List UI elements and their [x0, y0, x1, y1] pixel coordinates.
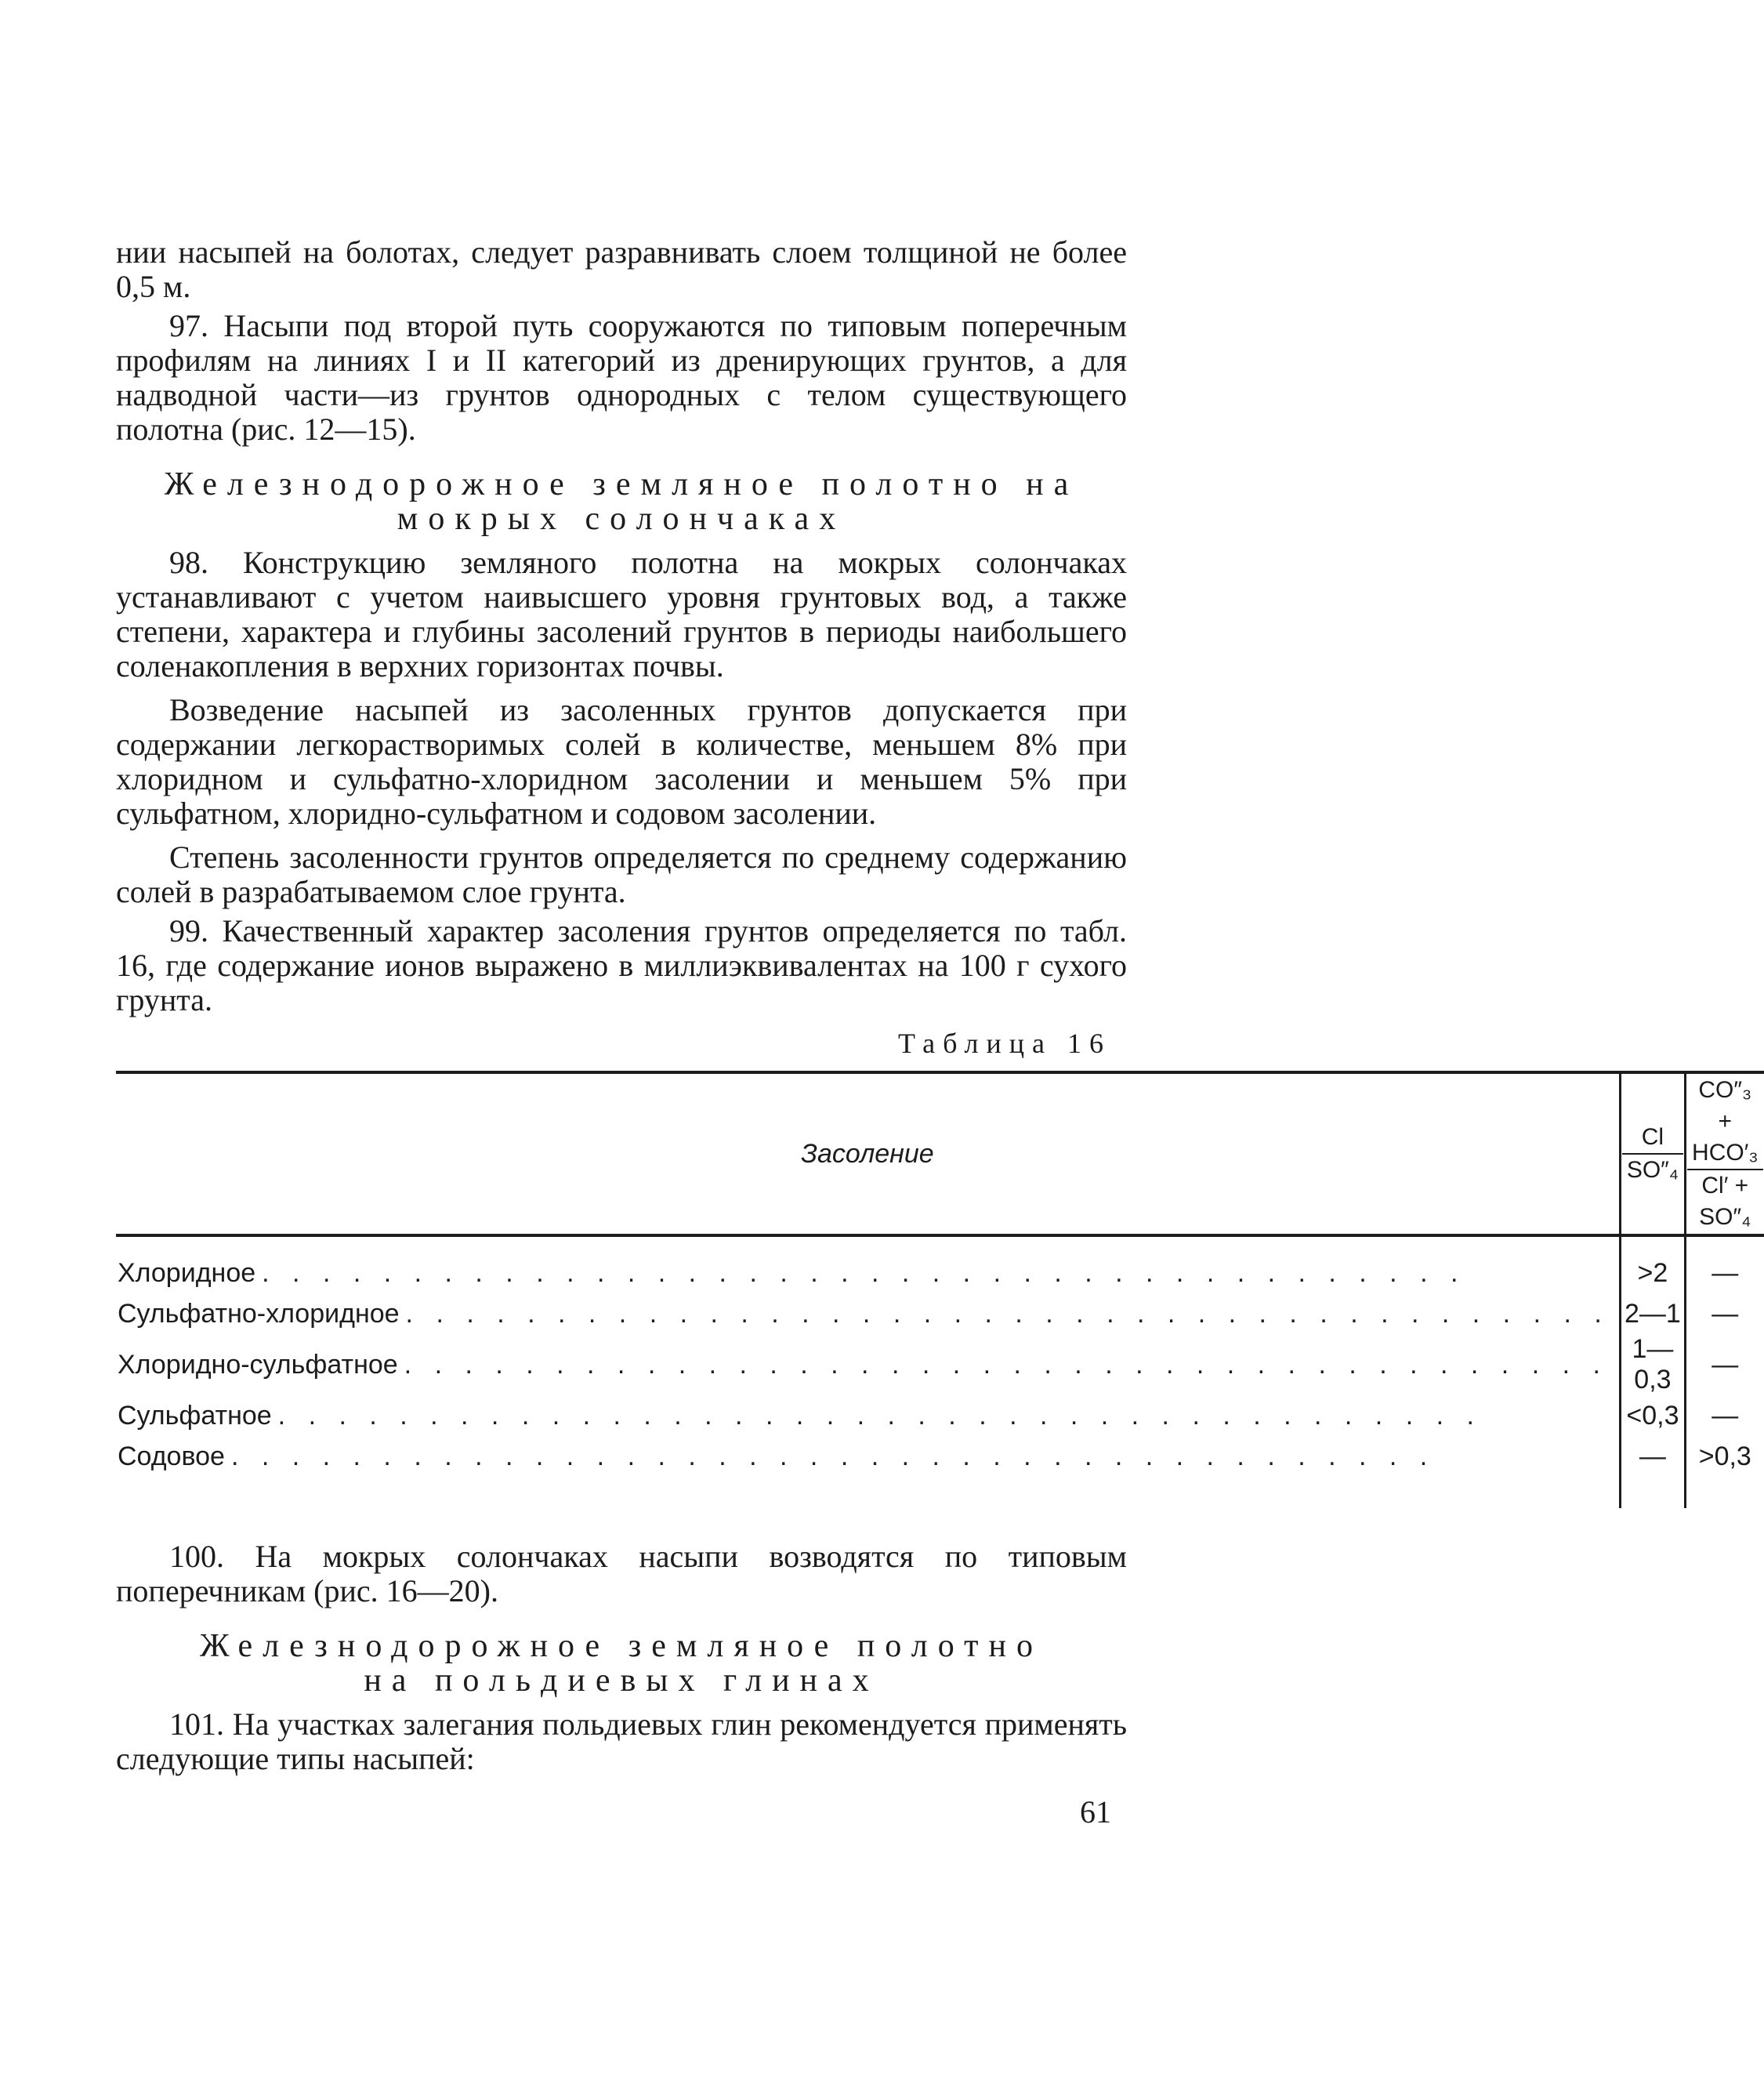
cell-value: >2: [1620, 1235, 1685, 1293]
paragraph-salinity-degree: Степень засоленности грунтов определяется по среднему содержанию солей в разрабатываемом слое грунта.: [116, 840, 1127, 909]
heading-line-2: мокрых солончаках: [397, 501, 846, 537]
table-row: [116, 1293, 1764, 1334]
section-heading-poldie-clays: [116, 1629, 1127, 1698]
cell-value: —: [1620, 1436, 1685, 1508]
ratio-denominator: SO″₄: [1626, 1157, 1679, 1183]
row-label: Хлоридное: [118, 1257, 256, 1288]
row-label: Хлоридно-сульфатное: [118, 1349, 398, 1380]
paragraph-97: 97. Насыпи под второй путь сооружаются по типовым поперечным профилям на линиях I и II категорий из дренирующих грунтов, а для надводной части—из грунтов однородных с телом существующего полотна (рис. 12—15).: [116, 308, 1127, 447]
page-number: 61: [1080, 1794, 1111, 1830]
ratio-denominator: Cl′ + SO″₄: [1699, 1173, 1751, 1230]
row-label: Содовое: [118, 1441, 225, 1471]
cell-value: —: [1686, 1293, 1764, 1334]
cell-value: —: [1686, 1235, 1764, 1293]
header-carbonate-ratio: [1686, 1072, 1764, 1235]
table-header-row: [116, 1072, 1764, 1235]
cell-value: <0,3: [1620, 1395, 1685, 1436]
heading-line-1: Железнодорожное земляное полотно на: [164, 466, 1079, 502]
row-label: Сульфатное: [118, 1400, 272, 1431]
header-cl-so4-ratio: [1620, 1072, 1685, 1235]
cell-value: —: [1686, 1395, 1764, 1436]
heading-line-2: на польдиевых глинах: [364, 1663, 879, 1699]
document-page: [116, 234, 1759, 1830]
heading-line-1: Железнодорожное земляное полотно: [200, 1628, 1043, 1664]
paragraph-continuation: нии насыпей на болотах, следует разравнивать слоем толщиной не более 0,5 м.: [116, 234, 1127, 304]
table-row: [116, 1436, 1764, 1508]
ratio-numerator: CO″₃ + HCO′₃: [1687, 1075, 1763, 1170]
cell-value: >0,3: [1686, 1436, 1764, 1508]
cell-value: 2—1: [1620, 1293, 1685, 1334]
paragraph-98: 98. Конструкцию земляного полотна на мокрых солончаках устанавливают с учетом наивысшего уровня грунтовых вод, а также степени, характера и глубины засолений грунтов в периоды наибольшего соленакопления в верхних горизонтах почвы.: [116, 545, 1127, 684]
cell-value: 1—0,3: [1620, 1334, 1685, 1395]
paragraph-101: 101. На участках залегания польдиевых глин рекомендуется применять следующие типы насыпей:: [116, 1706, 1127, 1776]
table-row: [116, 1395, 1764, 1436]
table-caption: Таблица 16: [898, 1028, 1111, 1059]
cell-value: —: [1686, 1334, 1764, 1395]
ratio-numerator: Cl: [1622, 1122, 1683, 1155]
table-row: [116, 1334, 1764, 1395]
paragraph-salt-content: Возведение насыпей из засоленных грунтов допускается при содержании легкорастворимых солей в количестве, меньшем 8% при хлоридном и сульфатно-хлоридном засолении и меньшем 5% при сульфатном, хлоридно-сульфатном и содовом засолении.: [116, 692, 1127, 831]
header-salinity: Засоление: [116, 1072, 1620, 1235]
table-row: [116, 1235, 1764, 1293]
row-label: Сульфатно-хлоридное: [118, 1298, 400, 1329]
paragraph-99: 99. Качественный характер засоления грунтов определяется по табл. 16, где содержание ионов выражено в миллиэквивалентах на 100 г сухого грунта.: [116, 913, 1127, 1017]
paragraph-100: 100. На мокрых солончаках насыпи возводятся по типовым поперечникам (рис. 16—20).: [116, 1539, 1127, 1608]
salinity-table: [116, 1071, 1764, 1508]
section-heading-solonchaks: [116, 467, 1127, 536]
